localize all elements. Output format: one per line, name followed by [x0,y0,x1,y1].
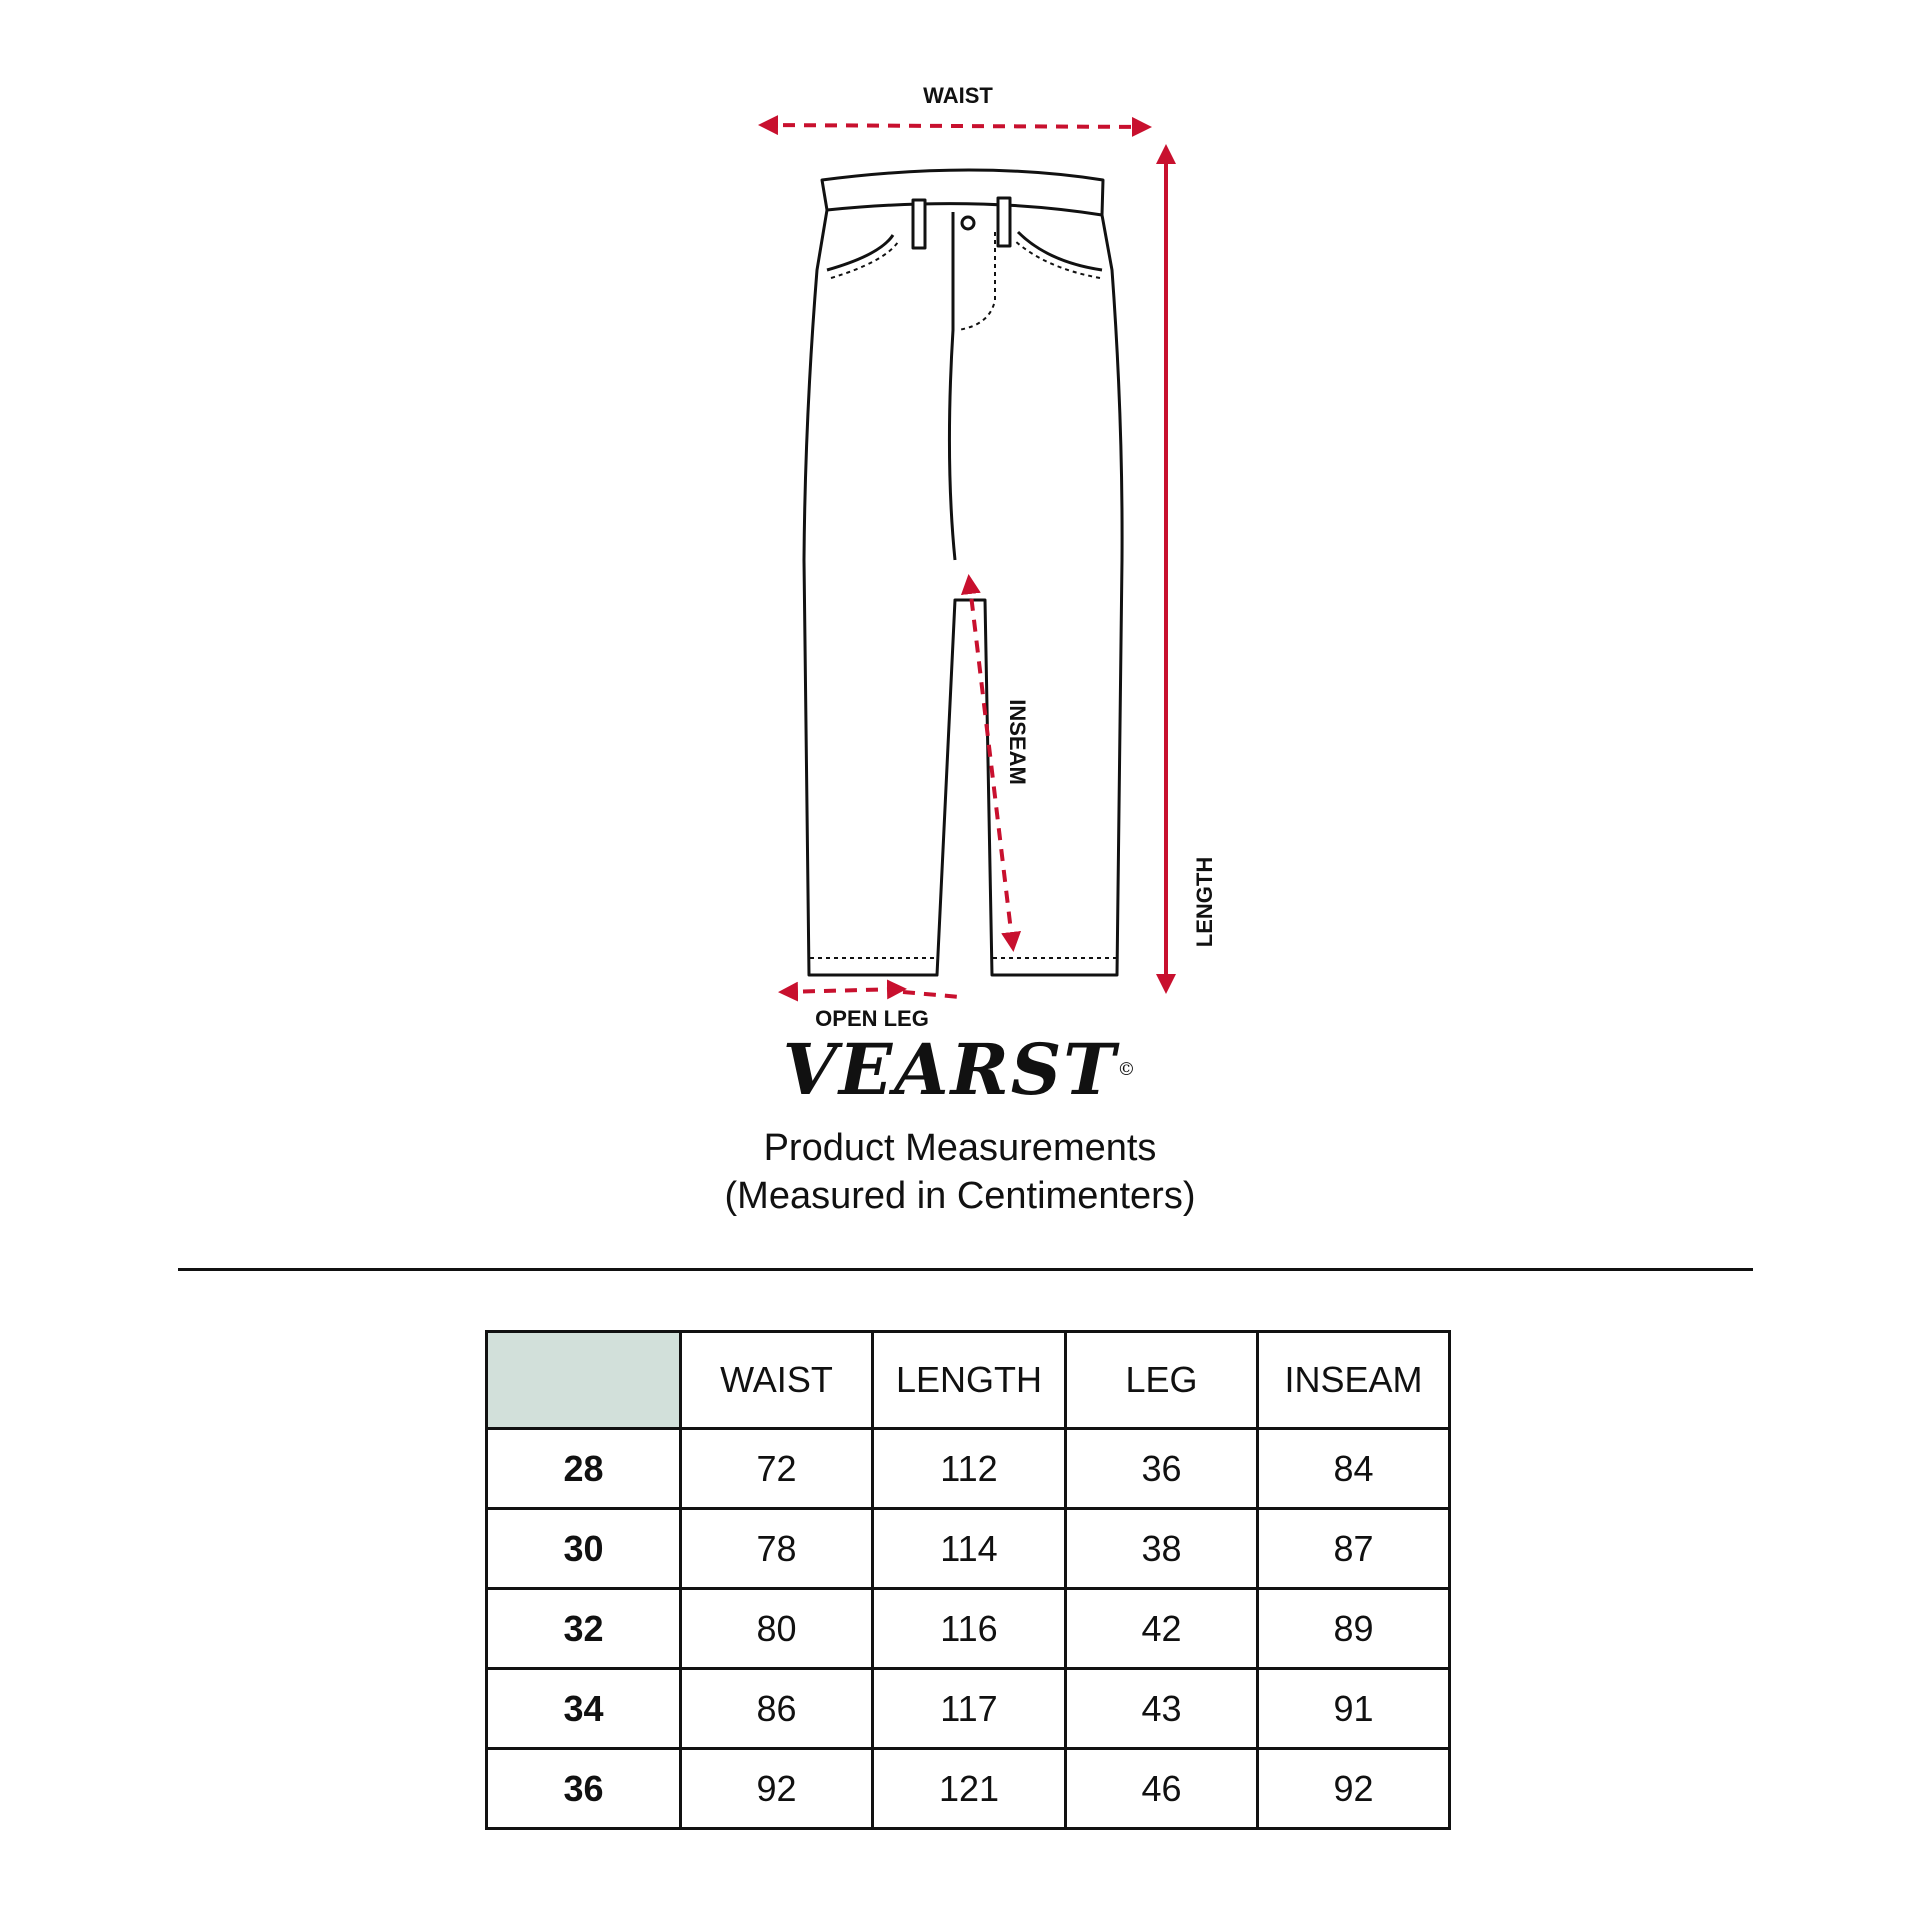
table-row [487,1669,1450,1749]
subtitle-line-2: (Measured in Centimenters) [724,1175,1196,1217]
column-header: WAIST [681,1332,873,1429]
table-cell: 86 [681,1669,873,1749]
size-cell: 36 [487,1749,681,1829]
waist-arrow [762,125,1148,127]
table-cell: 42 [1066,1589,1258,1669]
table-row [487,1589,1450,1669]
size-cell: 30 [487,1509,681,1589]
column-header: LENGTH [873,1332,1066,1429]
pants-illustration [804,170,1122,975]
size-cell: 34 [487,1669,681,1749]
table-cell: 117 [873,1669,1066,1749]
table-cell: 116 [873,1589,1066,1669]
table-row [487,1429,1450,1509]
table-cell: 121 [873,1749,1066,1829]
table-cell: 43 [1066,1669,1258,1749]
table-cell: 72 [681,1429,873,1509]
measurement-arrows [762,125,1166,997]
open-leg-arrow [782,989,903,992]
copyright-mark: © [1117,1059,1138,1080]
divider [178,1268,1753,1271]
length-label: LENGTH [1192,856,1217,948]
table-cell: 92 [1258,1749,1450,1829]
table-cell: 84 [1258,1429,1450,1509]
table-row [487,1749,1450,1829]
table-cell: 92 [681,1749,873,1829]
table-cell: 78 [681,1509,873,1589]
table-cell: 87 [1258,1509,1450,1589]
brand-name: VEARST [782,1028,1118,1111]
table-cell: 114 [873,1509,1066,1589]
inseam-label: INSEAM [1005,699,1030,785]
subtitle-line-1: Product Measurements [763,1127,1157,1169]
table-cell: 36 [1066,1429,1258,1509]
open-leg-label: OPEN LEG [815,1006,929,1031]
column-header: INSEAM [1258,1332,1450,1429]
brand-logo [0,1030,1920,1110]
size-cell: 28 [487,1429,681,1509]
size-table [485,1330,1451,1830]
waist-label: WAIST [923,83,993,108]
table-cell: 46 [1066,1749,1258,1829]
table-cell: 112 [873,1429,1066,1509]
size-cell: 32 [487,1589,681,1669]
table-cell: 89 [1258,1589,1450,1669]
table-header-row [487,1332,1450,1429]
column-header: LEG [1066,1332,1258,1429]
table-row [487,1509,1450,1589]
table-cell: 91 [1258,1669,1450,1749]
table-cell: 38 [1066,1509,1258,1589]
header-corner-cell [487,1332,681,1429]
table-cell: 80 [681,1589,873,1669]
